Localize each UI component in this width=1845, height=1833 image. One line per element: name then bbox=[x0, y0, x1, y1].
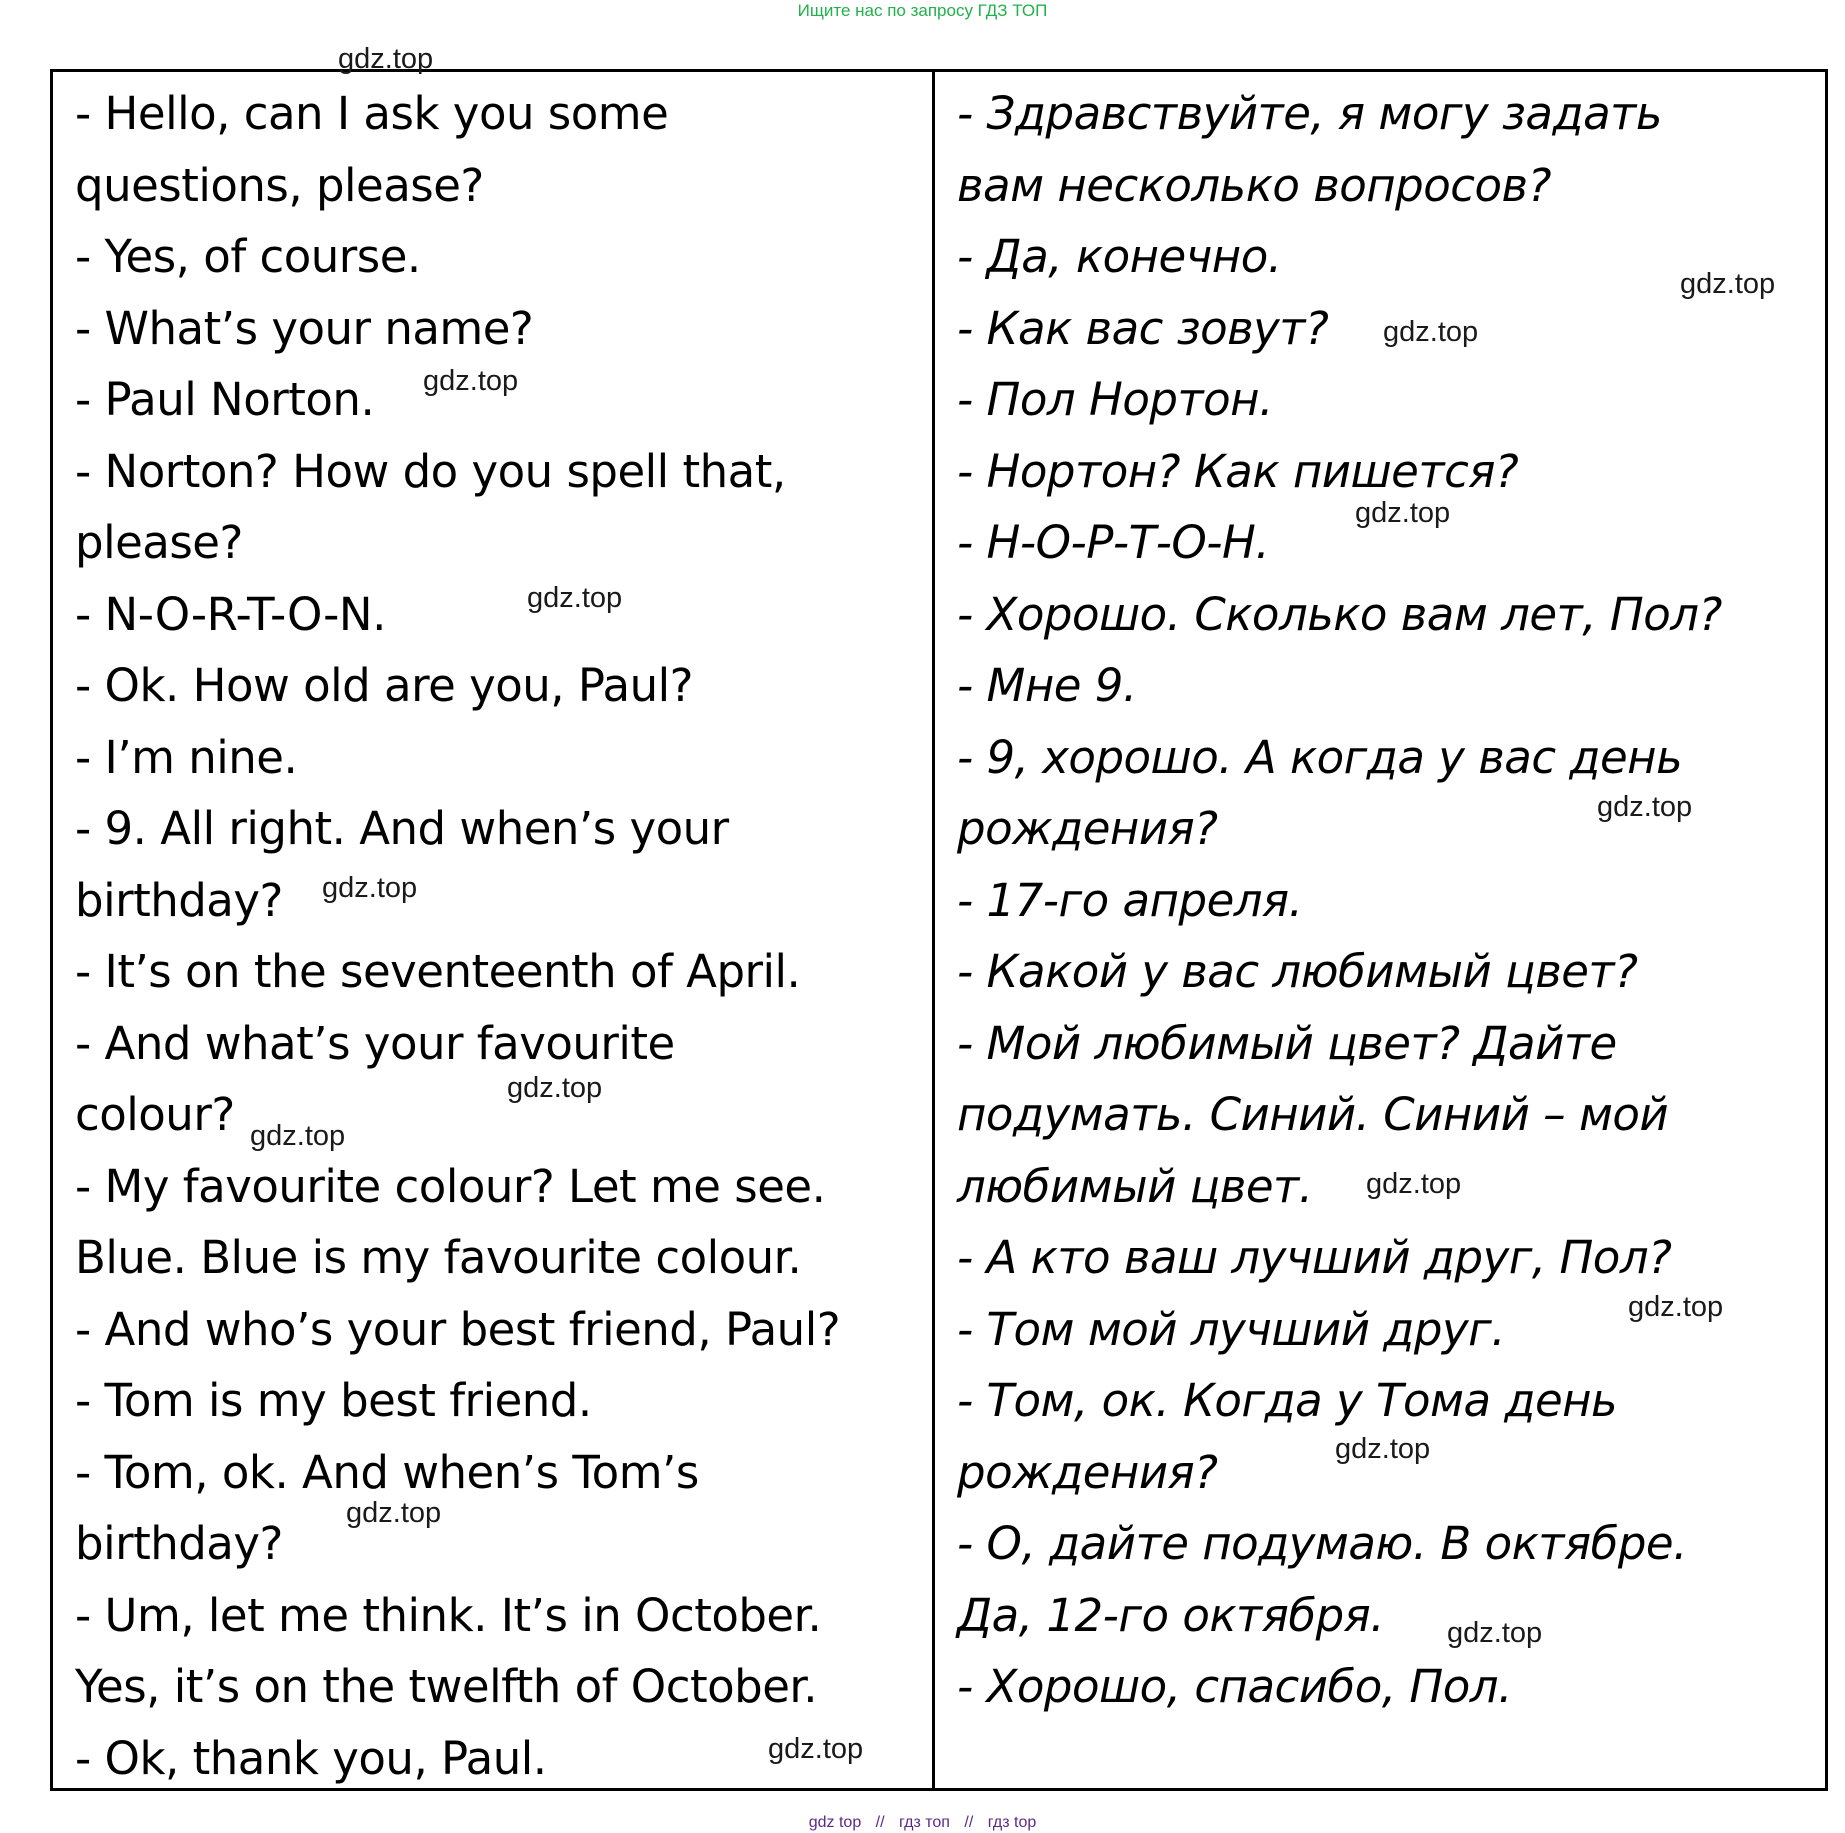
russian-line: любимый цвет. bbox=[957, 1159, 1313, 1213]
watermark-text: gdz.top bbox=[1355, 497, 1451, 529]
russian-line: вам несколько вопросов? bbox=[957, 158, 1551, 212]
footer-link[interactable]: gdz top bbox=[808, 1814, 862, 1831]
english-line: - My favourite colour? Let me see. bbox=[75, 1159, 826, 1213]
russian-line: Да, 12-го октября. bbox=[957, 1588, 1385, 1642]
watermark-text: gdz.top bbox=[768, 1733, 864, 1765]
russian-line: - Мой любимый цвет? Дайте bbox=[957, 1016, 1617, 1070]
english-line: - Yes, of course. bbox=[75, 230, 421, 283]
russian-line: подумать. Синий. Синий – мой bbox=[957, 1088, 1669, 1141]
footer-separator: // bbox=[875, 1814, 885, 1831]
english-line: - Paul Norton. bbox=[75, 373, 375, 426]
english-line: - Hello, can I ask you some bbox=[75, 87, 669, 140]
watermark-text: gdz.top bbox=[1597, 791, 1693, 823]
russian-line: рождения? bbox=[957, 802, 1218, 855]
russian-line: - Хорошо, спасибо, Пол. bbox=[957, 1660, 1512, 1713]
russian-line: - Н-О-Р-Т-О-Н. bbox=[957, 516, 1270, 569]
russian-line: - Как вас зовут? bbox=[957, 301, 1329, 355]
russian-line: - Том, ок. Когда у Тома день bbox=[957, 1374, 1618, 1427]
english-line: Yes, it’s on the twelfth of October. bbox=[75, 1660, 818, 1713]
english-line: - Tom is my best friend. bbox=[75, 1374, 592, 1427]
watermark-text: gdz.top bbox=[507, 1072, 603, 1104]
russian-line: - Здравствуйте, я могу задать bbox=[957, 87, 1662, 140]
russian-line: - Хорошо. Сколько вам лет, Пол? bbox=[957, 587, 1722, 641]
english-line: colour? bbox=[75, 1088, 235, 1141]
watermark-text: gdz.top bbox=[1447, 1617, 1543, 1649]
russian-line: - Какой у вас любимый цвет? bbox=[957, 945, 1638, 998]
english-line: birthday? bbox=[75, 873, 283, 927]
english-line: - It’s on the seventeenth of April. bbox=[75, 945, 801, 998]
watermark-text: gdz.top bbox=[250, 1120, 346, 1152]
watermark-text: gdz.top bbox=[338, 43, 434, 75]
english-line: please? bbox=[75, 516, 243, 569]
english-line: - And what’s your favourite bbox=[75, 1016, 675, 1070]
watermark-text: gdz.top bbox=[1628, 1291, 1724, 1323]
english-line: questions, please? bbox=[75, 158, 484, 212]
english-line: Blue. Blue is my favourite colour. bbox=[75, 1231, 802, 1284]
english-line: - Um, let me think. It’s in October. bbox=[75, 1588, 822, 1642]
english-line: - And who’s your best friend, Paul? bbox=[75, 1302, 841, 1356]
english-line: - Ok, thank you, Paul. bbox=[75, 1731, 547, 1785]
russian-line: - Том мой лучший друг. bbox=[957, 1302, 1506, 1356]
column-divider bbox=[932, 72, 935, 1788]
watermark-text: gdz.top bbox=[1335, 1433, 1431, 1465]
watermark-text: gdz.top bbox=[1383, 316, 1479, 348]
footer bbox=[0, 1813, 1845, 1833]
russian-line: - Да, конечно. bbox=[957, 230, 1282, 283]
watermark-text: gdz.top bbox=[1680, 268, 1776, 300]
english-column bbox=[75, 78, 925, 1794]
russian-line: - 17-го апреля. bbox=[957, 873, 1303, 927]
top-banner: Ищите нас по запросу ГДЗ ТОП bbox=[797, 1, 1048, 20]
english-line: - What’s your name? bbox=[75, 301, 534, 355]
watermark-text: gdz.top bbox=[322, 872, 418, 904]
english-line: - Ok. How old are you, Paul? bbox=[75, 659, 693, 712]
watermark-text: gdz.top bbox=[423, 365, 519, 397]
english-line: - N-O-R-T-O-N. bbox=[75, 587, 386, 641]
russian-line: - А кто ваш лучший друг, Пол? bbox=[957, 1231, 1672, 1284]
footer-link[interactable]: гдз топ bbox=[899, 1814, 950, 1831]
watermark-text: gdz.top bbox=[1366, 1168, 1462, 1200]
russian-line: - 9, хорошо. А когда у вас день bbox=[957, 730, 1683, 784]
dialogue-table bbox=[50, 69, 1828, 1791]
watermark-text: gdz.top bbox=[346, 1497, 442, 1529]
english-line: - Norton? How do you spell that, bbox=[75, 444, 786, 498]
russian-line: - Мне 9. bbox=[957, 659, 1137, 712]
english-line: - I’m nine. bbox=[75, 730, 298, 784]
footer-separator: // bbox=[964, 1814, 974, 1831]
english-line: - Tom, ok. And when’s Tom’s bbox=[75, 1445, 699, 1499]
russian-line: рождения? bbox=[957, 1445, 1218, 1499]
watermark-text: gdz.top bbox=[527, 582, 623, 614]
english-line: birthday? bbox=[75, 1517, 283, 1570]
russian-line: - Нортон? Как пишется? bbox=[957, 444, 1519, 498]
russian-line: - О, дайте подумаю. В октябре. bbox=[957, 1517, 1687, 1570]
russian-line: - Пол Нортон. bbox=[957, 373, 1273, 426]
footer-link[interactable]: гдз top bbox=[987, 1814, 1037, 1831]
english-line: - 9. All right. And when’s your bbox=[75, 802, 729, 855]
